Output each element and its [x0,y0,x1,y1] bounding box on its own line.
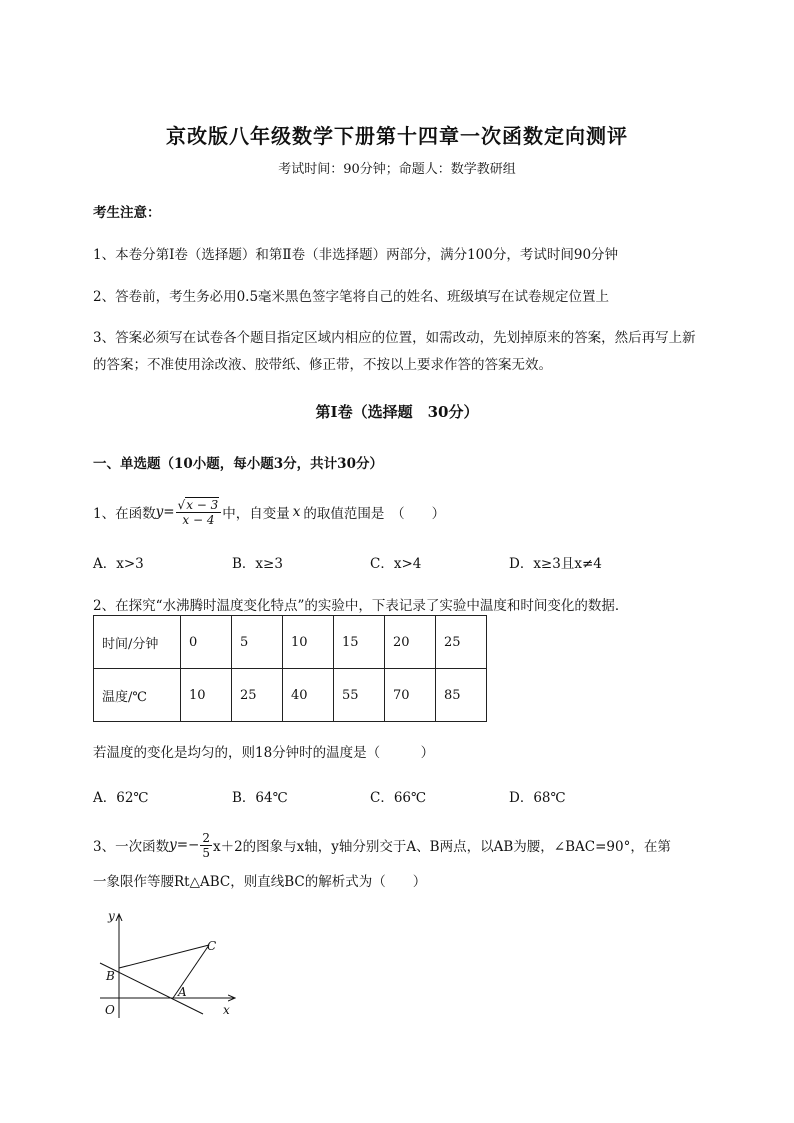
q3-numerator: 2 [202,830,210,845]
table-cell: 0 [181,616,232,669]
question-1-stem [93,492,445,532]
q1-y-eq: y= [155,504,175,520]
q2-option-c[interactable]: C．66℃ [370,790,427,806]
q2-option-b[interactable]: B．64℃ [232,790,288,806]
point-b-label: B [106,969,115,983]
page-title: 京改版八年级数学下册第十四章一次函数定向测评 [166,124,628,148]
table-cell: 10 [181,669,232,722]
table-cell: 20 [385,616,436,669]
q3-y-eq: y=− [169,837,200,853]
table-cell: 85 [436,669,487,722]
q3-fraction [200,831,212,860]
table-cell: 40 [283,669,334,722]
q1-prefix: 1、在函数 [93,506,156,522]
notice-item-2: 2、答卷前，考生务必用0.5毫米黑色签字笔将自己的姓名、班级填写在试卷规定位置上 [93,289,610,305]
q1-fraction: $\frac{√x - 3}{x - 4}$ [176,498,222,527]
origin-label: O [105,1003,115,1017]
q1-option-d[interactable]: D．x≥3且x≠4 [509,556,602,572]
q3-graph [95,908,245,1023]
exam-info: 考试时间：90分钟；命题人：数学教研组 [278,162,516,177]
table-cell: 15 [334,616,385,669]
table-cell: 25 [232,669,283,722]
q3-after-fraction: x＋2的图象与x轴，y轴分别交于A、B两点，以AB为腰，∠BAC=90°，在第 [212,839,671,855]
section-title: 第Ⅰ卷（选择题 30分） [315,403,479,421]
q1-suffix-b: 的取值范围是 （ ） [303,506,446,522]
q1-option-a[interactable]: A．x>3 [93,556,144,572]
data-table [93,615,487,722]
q1-option-c[interactable]: C．x>4 [370,556,422,572]
q2-option-d[interactable]: D．68℃ [509,790,566,806]
notice-item-3-line2: 的答案；不准使用涂改液、胶带纸、修正带，不按以上要求作答的答案无效。 [93,357,552,373]
point-c-label: C [207,939,217,953]
table-cell: 10 [283,616,334,669]
q1-numerator: x − 3 [186,497,219,512]
q1-variable: x [292,504,301,520]
q1-option-b[interactable]: B．x≥3 [232,556,283,572]
line-ab [100,963,203,1014]
notice-heading: 考生注意： [93,205,161,221]
point-a-label: A [178,985,187,999]
table-cell: 25 [436,616,487,669]
q2-option-a[interactable]: A．62℃ [93,790,149,806]
notice-item-3-line1: 3、答案必须写在试卷各个题目指定区域内相应的位置，如需改动，先划掉原来的答案，然后再写上新 [93,330,696,346]
x-axis-label: x [223,1003,230,1017]
question-3-line2: 一象限作等腰Rt△ABC，则直线BC的解析式为（ ） [93,874,427,890]
q1-suffix-a: 中，自变量 [222,506,290,522]
q3-prefix: 3、一次函数 [93,839,170,855]
table-cell: 55 [334,669,385,722]
question-3-stem [93,826,671,864]
table-row-header: 时间/分钟 [94,616,181,669]
q3-denominator: 5 [202,845,210,860]
table-row [94,669,487,722]
notice-item-1: 1、本卷分第Ⅰ卷（选择题）和第Ⅱ卷（非选择题）两部分，满分100分，考试时间90分钟 [93,247,619,263]
question-2-prompt: 若温度的变化是均匀的，则18分钟时的温度是（ ） [93,745,435,761]
table-row [94,616,487,669]
q1-denominator: x − 4 [182,512,215,527]
table-cell: 5 [232,616,283,669]
table-cell: 70 [385,669,436,722]
y-axis-label: y [108,909,115,923]
question-2-stem: 2、在探究“水沸腾时温度变化特点”的实验中，下表记录了实验中温度和时间变化的数据． [93,598,629,614]
table-row-header: 温度/℃ [94,669,181,722]
part-heading: 一、单选题（10小题，每小题3分，共计30分） [93,456,383,472]
